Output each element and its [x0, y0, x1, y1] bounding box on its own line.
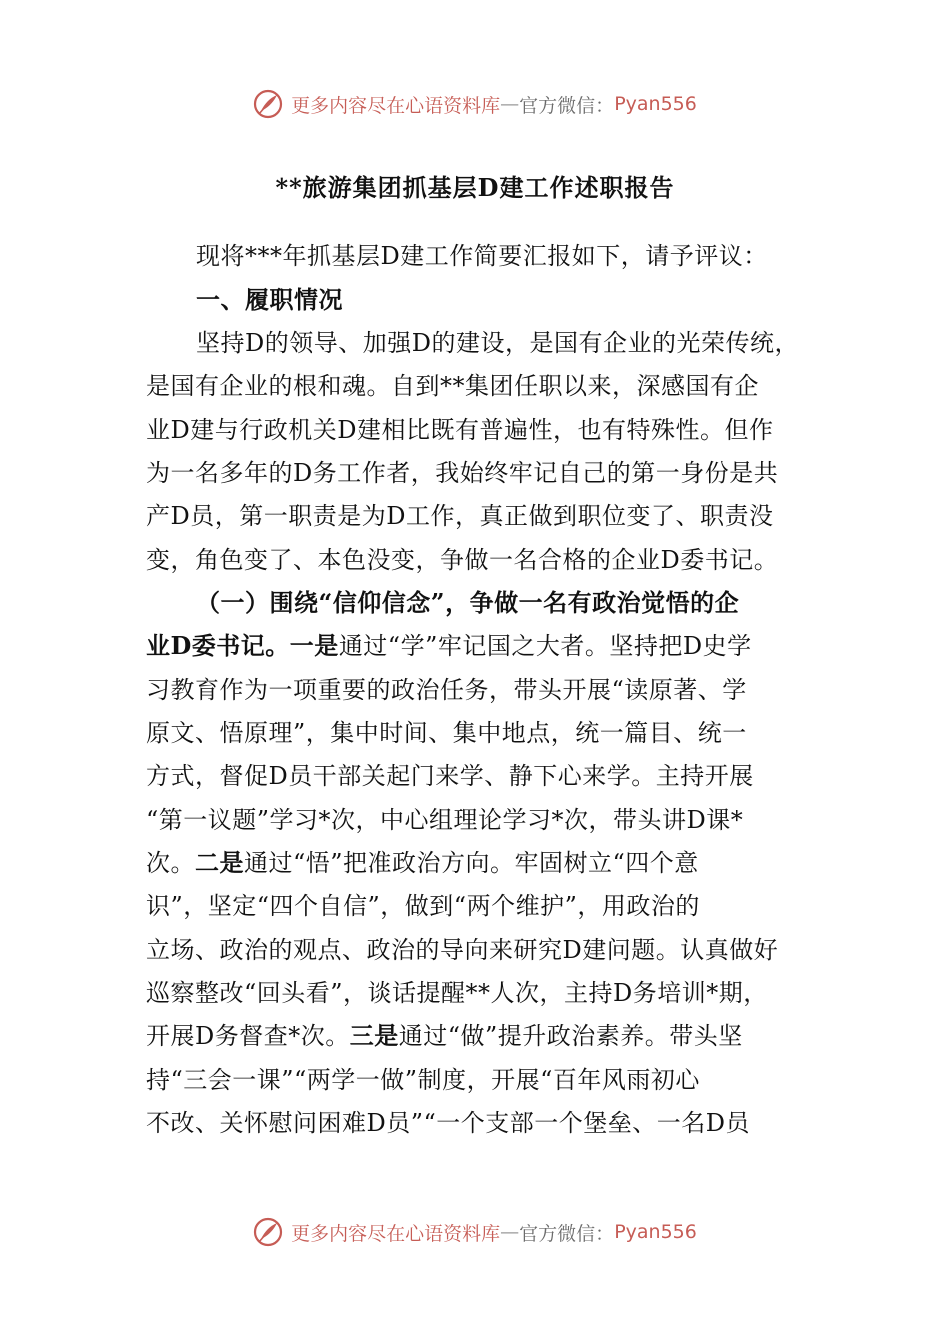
- body-line: 为一名多年的D务工作者，我始终牢记自己的第一身份是共: [146, 459, 779, 487]
- quill-logo-icon: [253, 1217, 283, 1247]
- body-line: 坚持D的领导、加强D的建设，是国有企业的光荣传统，: [196, 329, 799, 357]
- line-prefix: 开展D务督查*次。: [146, 1022, 350, 1050]
- watermark-label: 官方微信：: [519, 94, 615, 117]
- body-line: 产D员，第一职责是为D工作，真正做到职位变了、职责没: [146, 502, 774, 530]
- body-line: 习教育作为一项重要的政治任务，带头开展“读原著、学: [146, 676, 747, 704]
- watermark-wechat-id: Pyan556: [614, 1221, 697, 1243]
- line-prefix: 次。: [146, 849, 195, 877]
- body-line: 是国有企业的根和魂。自到**集团任职以来，深感国有企: [146, 372, 759, 400]
- watermark-footer: [0, 1212, 950, 1252]
- watermark-wechat-id: Pyan556: [614, 93, 697, 115]
- bold-lead: 二是: [195, 848, 244, 877]
- body-line: [146, 626, 846, 666]
- subsection-heading: （一）围绕“信仰信念”，争做一名有政治觉悟的企: [196, 588, 740, 617]
- body-line: 持“三会一课”“两学一做”制度，开展“百年风雨初心: [146, 1066, 700, 1094]
- watermark-brand: 更多内容尽在心语资料库: [291, 94, 501, 117]
- watermark-separator: —: [500, 1221, 520, 1243]
- watermark-brand: 更多内容尽在心语资料库: [291, 1222, 501, 1245]
- bold-lead: 三是: [349, 1021, 399, 1050]
- body-line: 方式，督促D员干部关起门来学、静下心来学。主持开展: [146, 762, 754, 790]
- body-line: 巡察整改“回头看”，谈话提醒**人次，主持D务培训*期，: [146, 979, 768, 1007]
- line-text: 通过“悟”把准政治方向。牢固树立“四个意: [244, 849, 699, 877]
- body-line: 变，角色变了、本色没变，争做一名合格的企业D委书记。: [146, 546, 779, 574]
- watermark-header: [0, 84, 950, 124]
- body-line: “第一议题”学习*次，中心组理论学习*次，带头讲D课*: [146, 806, 744, 834]
- body-line: [146, 843, 846, 883]
- body-line: 业D建与行政机关D建相比既有普遍性，也有特殊性。但作: [146, 416, 774, 444]
- body-line: 立场、政治的观点、政治的导向来研究D建问题。认真做好: [146, 936, 779, 964]
- watermark-separator: —: [500, 93, 520, 115]
- bold-lead: 业D委书记。一是: [146, 631, 339, 660]
- section-heading: 一、履职情况: [196, 285, 343, 314]
- watermark-label: 官方微信：: [519, 1222, 615, 1245]
- body-line: 原文、悟原理”，集中时间、集中地点，统一篇目、统一: [146, 719, 747, 747]
- body-line: 不改、关怀慰问困难D员”“一个支部一个堡垒、一名D员: [146, 1109, 751, 1137]
- body-line: 识”，坚定“四个自信”，做到“两个维护”，用政治的: [146, 892, 700, 920]
- line-text: 通过“做”提升政治素养。带头坚: [398, 1022, 743, 1050]
- body-line: [146, 1016, 846, 1056]
- quill-logo-icon: [253, 89, 283, 119]
- body-line: 现将***年抓基层D建工作简要汇报如下，请予评议：: [196, 242, 768, 270]
- document-title: **旅游集团抓基层D建工作述职报告: [275, 173, 675, 202]
- line-text: 通过“学”牢记国之大者。坚持把D史学: [338, 632, 752, 660]
